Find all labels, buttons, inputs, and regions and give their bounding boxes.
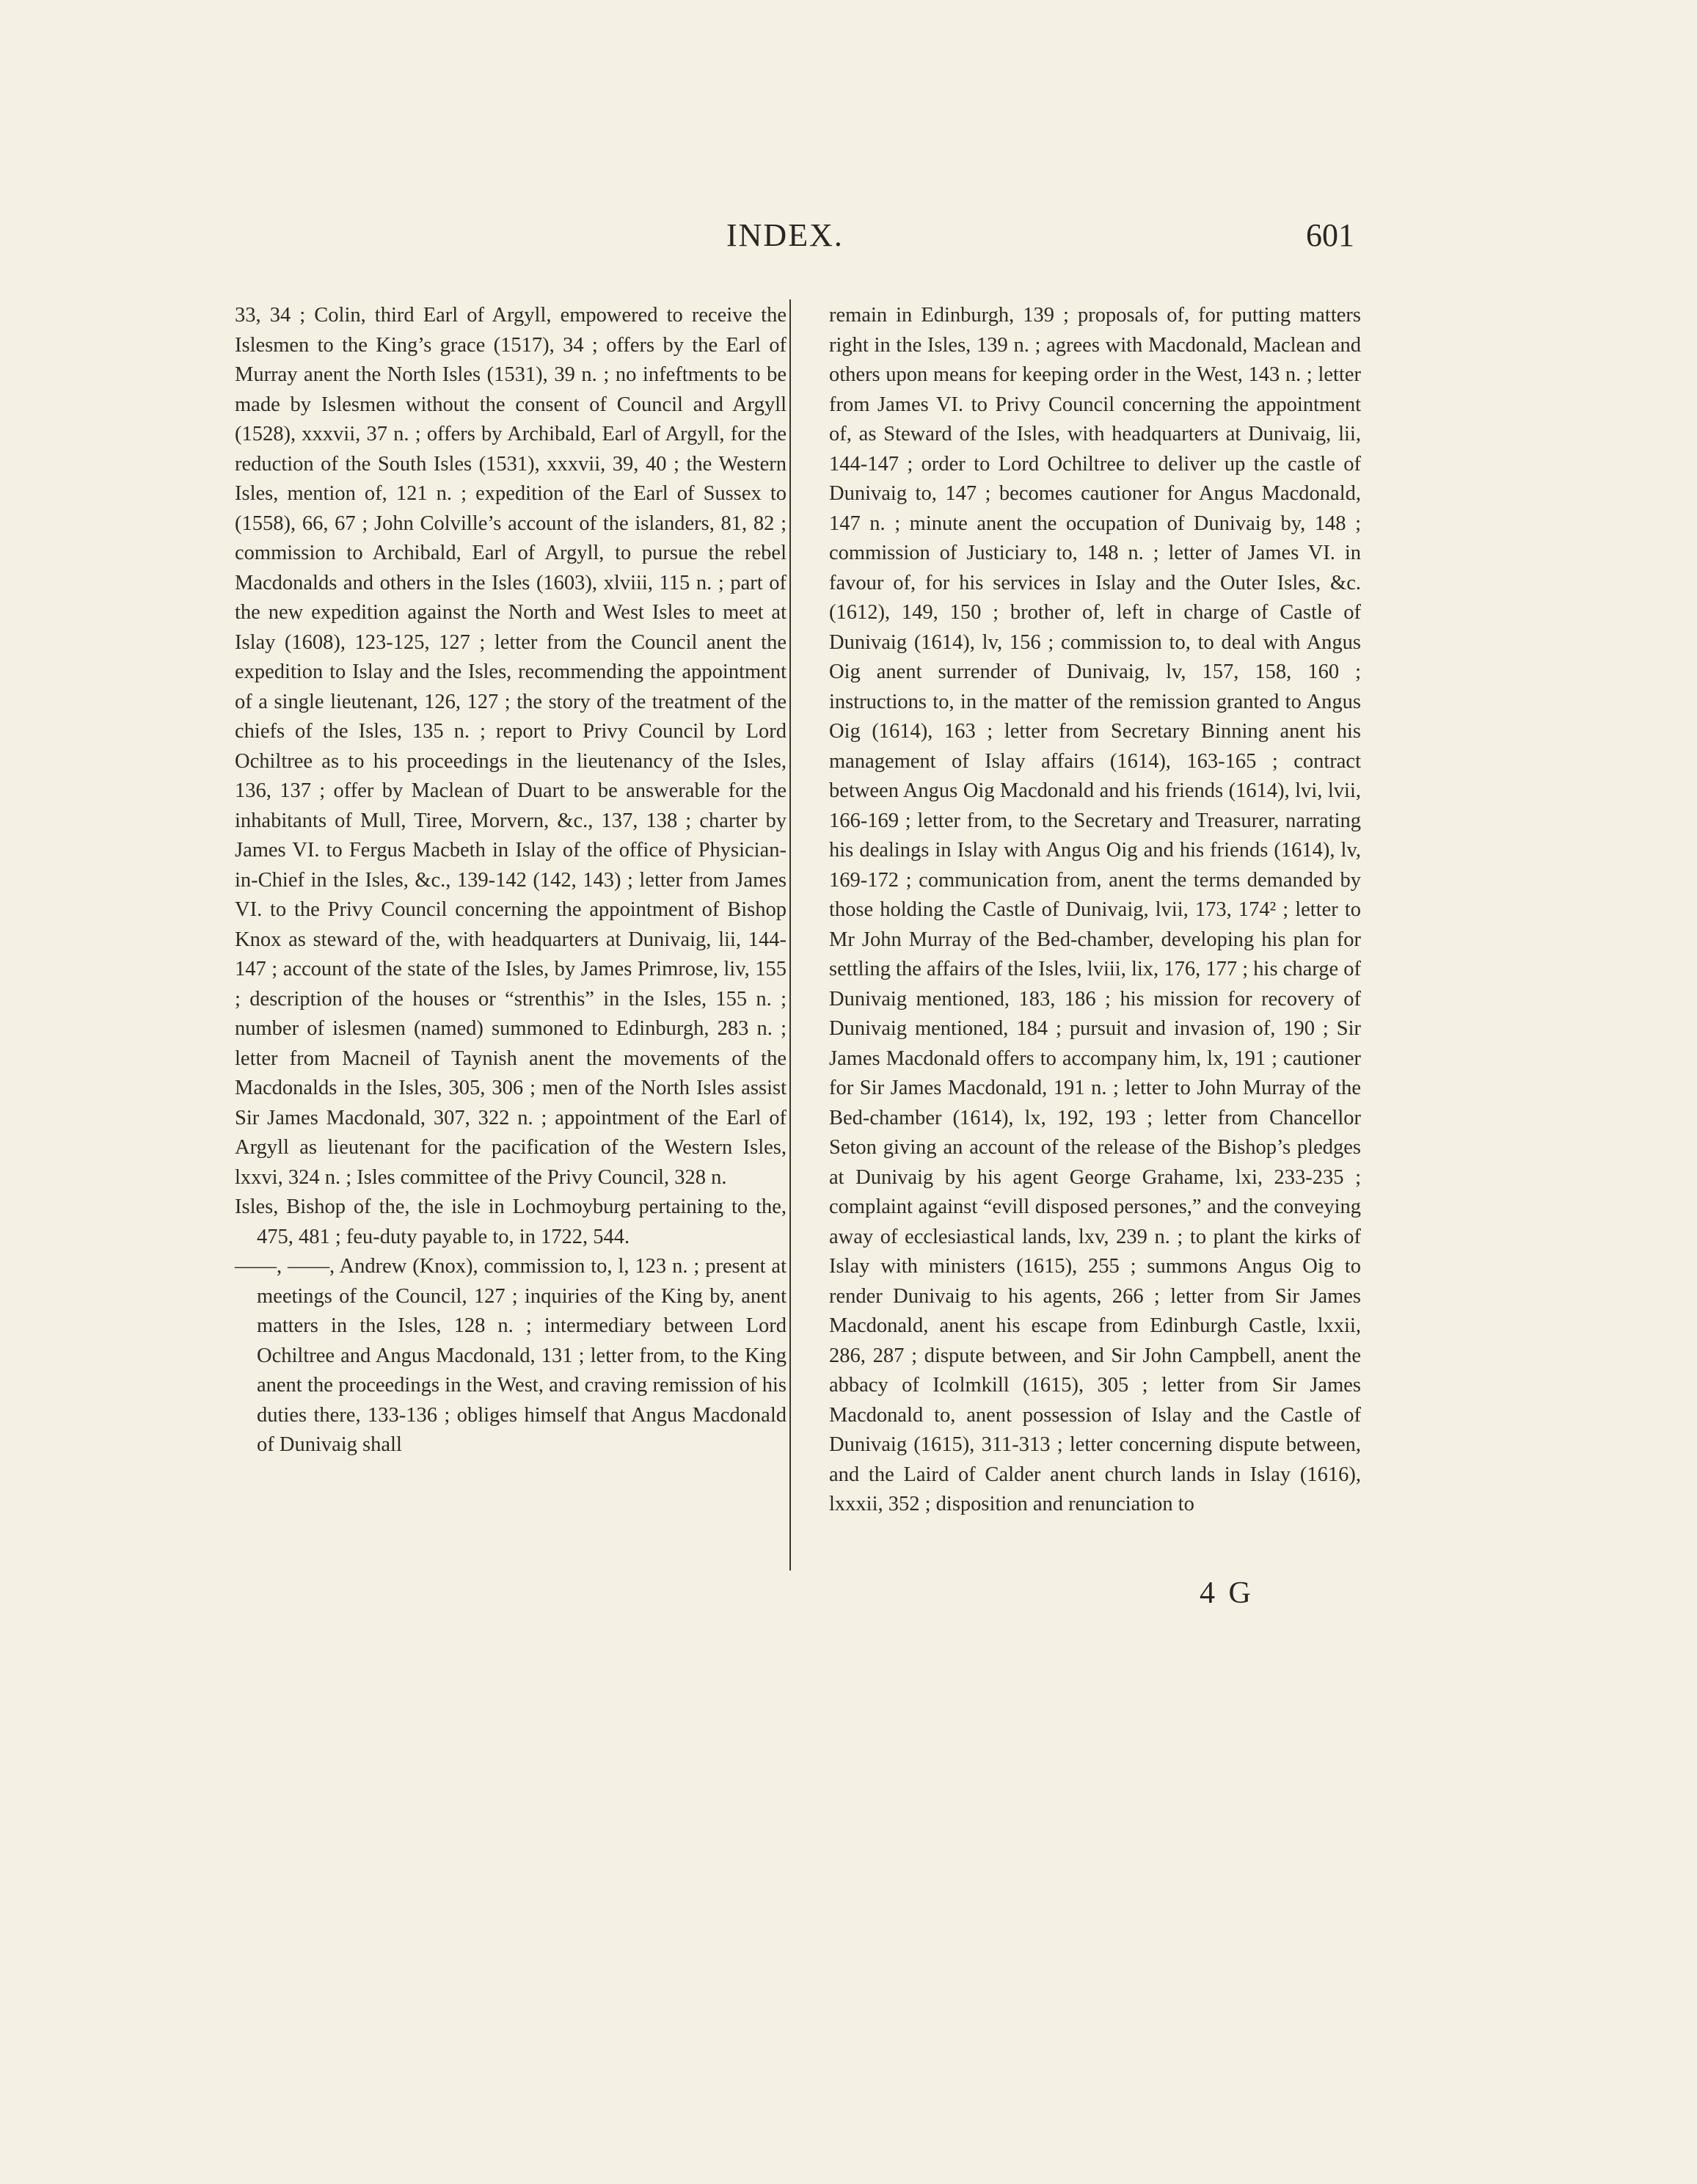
index-entry-continuation: 33, 34 ; Colin, third Earl of Argyll, empowered to receive the Islesmen to the King’s grace (1517), 34 ; offers by the Earl of Murray anent the North Isles (1531), 39 n. ; no infeftments to be made by Islesmen without the consent of Council and Argyll (1528), xxxvii, 37 n. ; offers by Archibald, Earl of Argyll, for the reduction of the South Isles (1531), xxxvii, 39, 40 ; the Western Isles, mention of, 121 n. ; expedition of the Earl of Sussex to (1558), 66, 67 ; John Colville’s account of the islanders, 81, 82 ; commission to Archibald, Earl of Argyll, to pursue the rebel Macdonalds and others in the Isles (1603), xlviii, 115 n. ; part of the new expedition against the North and West Isles to meet at Islay (1608), 123-125, 127 ; letter from the Council anent the expedition to Islay and the Isles, recommending the appointment of a single lieutenant, 126, 127 ; the story of the treatment of the chiefs of the Isles, 135 n. ; report to Privy Council by Lord Ochiltree as to his proceedings in the lieutenancy of the Isles, 136, 137 ; offer by Maclean of Duart to be answerable for the inhabitants of Mull, Tiree, Morvern, &c., 137, 138 ; charter by James VI. to Fergus Macbeth in Islay of the office of Physician-in-Chief in the Isles, &c., 139-142 (142, 143) ; letter from James VI. to the Privy Council concerning the appointment of Bishop Knox as steward of the, with headquarters at Dunivaig, lii, 144-147 ; account of the state of the Isles, by James Primrose, liv, 155 ; description of the houses or “strenthis” in the Isles, 155 n. ; number of islesmen (named) summoned to Edinburgh, 283 n. ; letter from Macneil of Taynish anent the movements of the Macdonalds in the Isles, 305, 306 ; men of the North Isles assist Sir James Macdonald, 307, 322 n. ; appointment of the Earl of Argyll as lieutenant for the pacification of the Western Isles, lxxvi, 324 n. ; Isles committee of the Privy Council, 328 n. <box>235 304 787 1189</box>
running-title: INDEX. <box>726 217 844 253</box>
column-divider <box>789 299 791 1570</box>
signature-mark: 4 G <box>1200 1576 1254 1610</box>
left-column <box>235 301 787 1460</box>
index-entry-isles-bishop: Isles, Bishop of the, the isle in Lochmoyburg pertaining to the, 475, 481 ; feu-duty payable to, in 1722, 544. <box>235 1195 787 1248</box>
page-number: 601 <box>1306 217 1354 253</box>
right-column <box>829 301 1361 1520</box>
index-entry-continuation-right: remain in Edinburgh, 139 ; proposals of, for putting matters right in the Isles, 139 n. ; agrees with Macdonald, Maclean and others upon means for keeping order in the West, 143 n. ; letter from James VI. to Privy Council concerning the appointment of, as Steward of the Isles, with headquarters at Dunivaig, lii, 144-147 ; order to Lord Ochiltree to deliver up the castle of Dunivaig to, 147 ; becomes cautioner for Angus Macdonald, 147 n. ; minute anent the occupation of Dunivaig by, 148 ; commission of Justiciary to, 148 n. ; letter of James VI. in favour of, for his services in Islay and the Outer Isles, &c. (1612), 149, 150 ; brother of, left in charge of Castle of Dunivaig (1614), lv, 156 ; commission to, to deal with Angus Oig anent surrender of Dunivaig, lv, 157, 158, 160 ; instructions to, in the matter of the remission granted to Angus Oig (1614), 163 ; letter from Secretary Binning anent his management of Islay affairs (1614), 163-165 ; contract between Angus Oig Macdonald and his friends (1614), lvi, lvii, 166-169 ; letter from, to the Secretary and Treasurer, narrating his dealings in Islay with Angus Oig and his friends (1614), lv, 169-172 ; communication from, anent the terms demanded by those holding the Castle of Dunivaig, lvii, 173, 174² ; letter to Mr John Murray of the Bed-chamber, developing his plan for settling the affairs of the Isles, lviii, lix, 176, 177 ; his charge of Dunivaig mentioned, 183, 186 ; his mission for recovery of Dunivaig mentioned, 184 ; pursuit and invasion of, 190 ; Sir James Macdonald offers to accompany him, lx, 191 ; cautioner for Sir James Macdonald, 191 n. ; letter to John Murray of the Bed-chamber (1614), lx, 192, 193 ; letter from Chancellor Seton giving an account of the release of the Bishop’s pledges at Dunivaig by his agent George Grahame, lxi, 233-235 ; complaint against “evill disposed persones,” and the conveying away of ecclesiastical lands, lxv, 239 n. ; to plant the kirks of Islay with ministers (1615), 255 ; summons Angus Oig to render Dunivaig to his agents, 266 ; letter from Sir James Macdonald, anent his escape from Edinburgh Castle, lxxii, 286, 287 ; dispute between, and Sir John Campbell, anent the abbacy of Icolmkill (1615), 305 ; letter from Sir James Macdonald to, anent possession of Islay and the Castle of Dunivaig (1615), 311-313 ; letter concerning dispute between, and the Laird of Calder anent church lands in Islay (1616), lxxxii, 352 ; disposition and renunciation to <box>829 304 1361 1515</box>
index-entry-andrew-knox: ——, ——, Andrew (Knox), commission to, l, 123 n. ; present at meetings of the Council, 127 ; inquiries of the King by, anent matters in the Isles, 128 n. ; intermediary between Lord Ochiltree and Angus Macdonald, 131 ; letter from, to the King anent the proceedings in the West, and craving remission of his duties there, 133-136 ; obliges himself that Angus Macdonald of Dunivaig shall <box>235 1255 787 1456</box>
